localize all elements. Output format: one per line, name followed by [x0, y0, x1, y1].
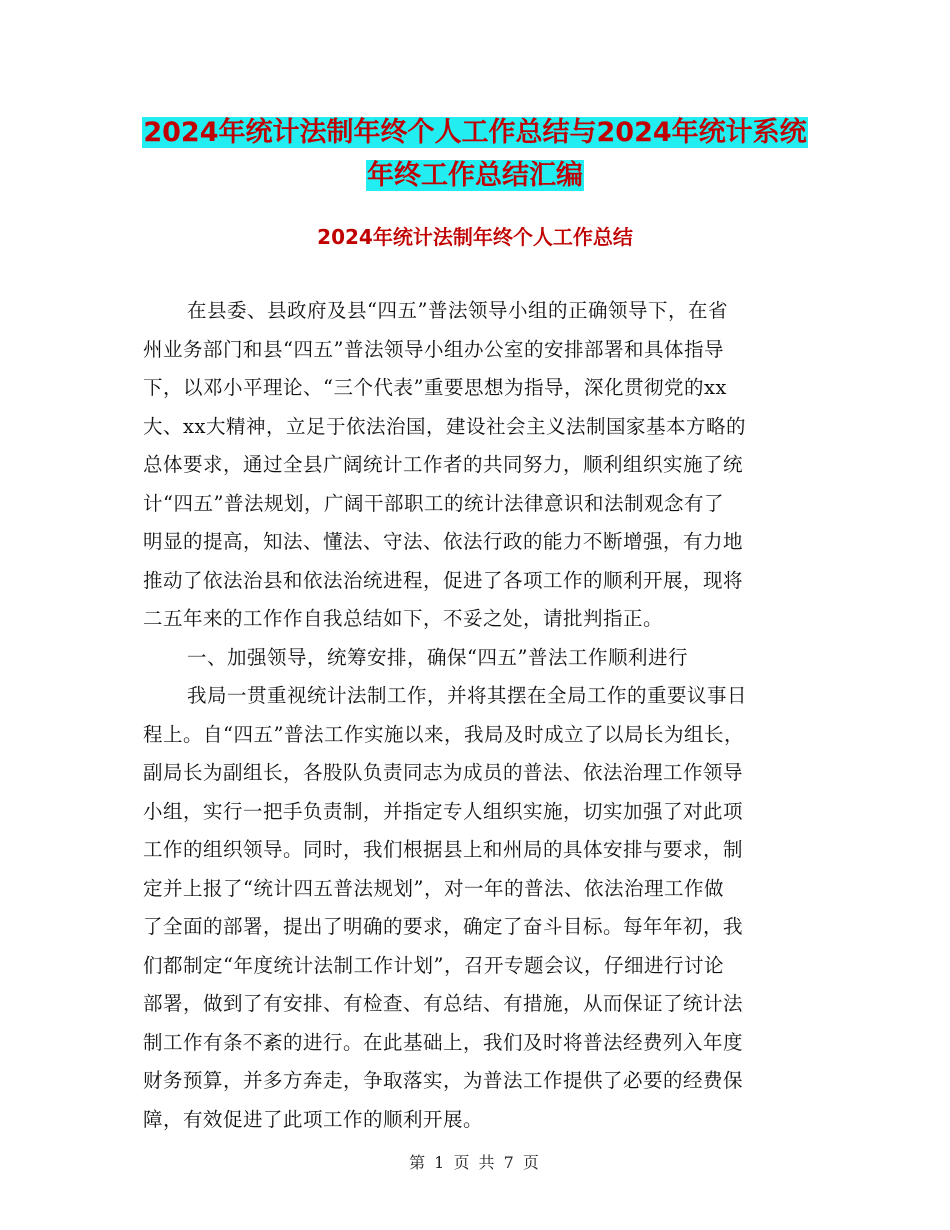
- paragraph-line: 大、xx大精神，立足于依法治国，建设社会主义法制国家基本方略的: [143, 414, 746, 438]
- paragraph-line: 二五年来的工作作自我总结如下，不妥之处，请批判指正。: [143, 607, 664, 630]
- page-number-footer: 第 1 页 共 7 页: [409, 1153, 541, 1172]
- paragraph-line: 计“四五”普法规划，广阔干部职工的统计法律意识和法制观念有了: [143, 491, 724, 515]
- section-title: 2024年统计法制年终个人工作总结: [317, 225, 633, 249]
- highlighted-title-text: 2024年统计法制年终个人工作总结与2024年统计系统: [143, 117, 807, 148]
- paragraph-line: 我局一贯重视统计法制工作，并将其摆在全局工作的重要议事日: [187, 684, 748, 707]
- paragraph-line: 了全面的部署，提出了明确的要求，确定了奋斗目标。每年年初，我: [143, 915, 744, 938]
- paragraph-line: 推动了依法治县和依法治统进程，促进了各项工作的顺利开展，现将: [143, 568, 744, 592]
- paragraph-line: 们都制定“年度统计法制工作计划”，召开专题会议，仔细进行讨论: [143, 953, 724, 977]
- highlighted-title-text: 年终工作总结汇编: [367, 160, 583, 191]
- paragraph-line: 工作的组织领导。同时，我们根据县上和州局的具体安排与要求，制: [143, 838, 744, 861]
- paragraph-line: 程上。自“四五”普法工作实施以来，我局及时成立了以局长为组长，: [143, 722, 744, 746]
- paragraph-line: 财务预算，并多方奔走，争取落实，为普法工作提供了必要的经费保: [143, 1069, 744, 1092]
- paragraph-line: 定并上报了“统计四五普法规划”，对一年的普法、依法治理工作做: [143, 876, 724, 900]
- paragraph-line: 副局长为副组长，各股队负责同志为成员的普法、依法治理工作领导: [143, 761, 744, 784]
- paragraph-line: 总体要求，通过全县广阔统计工作者的共同努力，顺利组织实施了统: [143, 453, 744, 476]
- paragraph-line: 小组，实行一把手负责制，并指定专人组织实施，切实加强了对此项: [143, 799, 744, 823]
- paragraph-line: 障，有效促进了此项工作的顺利开展。: [143, 1107, 484, 1131]
- paragraph-line: 州业务部门和县“四五”普法领导小组办公室的安排部署和具体指导: [143, 337, 724, 361]
- paragraph-line: 部署，做到了有安排、有检查、有总结、有措施，从而保证了统计法: [143, 992, 744, 1015]
- paragraph-line: 制工作有条不紊的进行。在此基础上，我们及时将普法经费列入年度: [143, 1030, 744, 1054]
- paragraph-line: 一、加强领导，统筹安排，确保“四五”普法工作顺利进行: [187, 645, 688, 669]
- body-text: [143, 292, 799, 1139]
- paragraph-line: 明显的提高，知法、懂法、守法、依法行政的能力不断增强，有力地: [143, 530, 744, 553]
- paragraph-line: 在县委、县政府及县“四五”普法领导小组的正确领导下，在省: [187, 299, 728, 322]
- document-title-line-2: [0, 153, 950, 199]
- document-title-line-1: [0, 110, 950, 156]
- paragraph-line: 下，以邓小平理论、“三个代表”重要思想为指导，深化贯彻党的xx: [143, 376, 727, 399]
